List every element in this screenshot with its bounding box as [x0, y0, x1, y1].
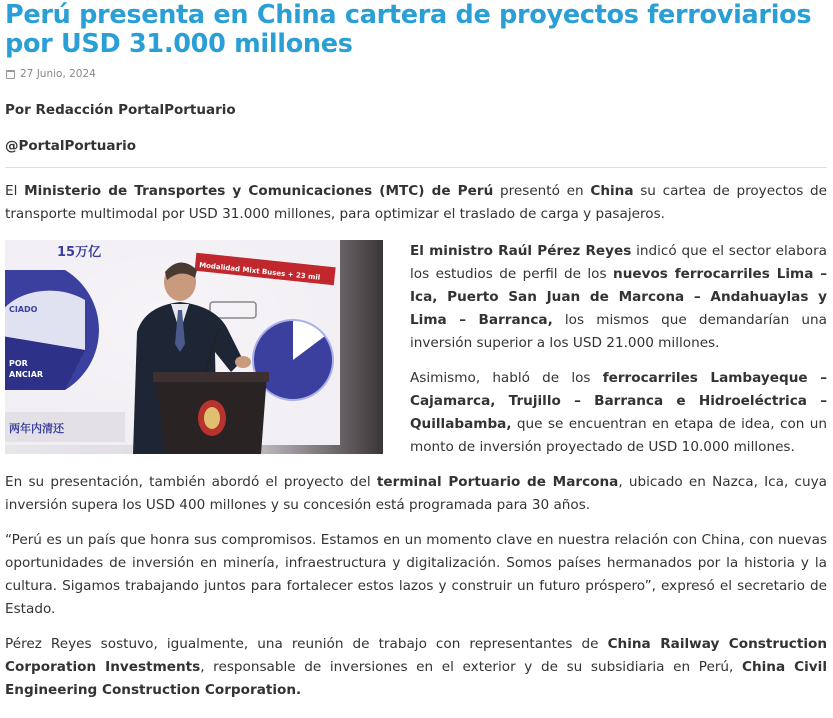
article-date-text: 27 Junio, 2024	[20, 68, 96, 80]
side-column	[410, 240, 827, 459]
calendar-icon	[6, 70, 15, 79]
divider	[5, 167, 827, 168]
article-date	[5, 68, 827, 80]
paragraph-meeting: Pérez Reyes sostuvo, igualmente, una reunión de trabajo con representantes de China Railway Construction Corporation Investments, responsable de inversiones en el exterior y de su subsidiaria en Perú, China Civil Engineering Construction Corporation.	[5, 636, 827, 698]
article-handle[interactable]: @PortalPortuario	[5, 138, 137, 154]
slide-label-1: CIADO	[9, 305, 38, 314]
paragraph-terminal: En su presentación, también abordó el proyecto del terminal Portuario de Marcona, ubicado en Nazca, Ica, cuya inversión supera los USD 400 millones y su concesión está programada para 30 años.	[5, 474, 827, 513]
slide-bottom-text: 两年内清还	[9, 422, 64, 435]
paragraph-minister: El ministro Raúl Pérez Reyes indicó que el sector elabora los estudios de perfil de los nuevos ferrocarriles Lima – Ica, Puerto San Juan de Marcona – Andahuaylas y Lima – Barranca, los mismos que demandarían una inversión superior a los USD 21.000 millones.	[410, 243, 827, 351]
slide-label-2: POR	[9, 359, 28, 368]
slide-banner-text: Modalidad Mixt Buses + 23 mil	[198, 261, 321, 282]
paragraph-intro: El Ministerio de Transportes y Comunicaciones (MTC) de Perú presentó en China su cartea de proyectos de transporte multimodal por USD 31.000 millones, para optimizar el traslado de carga y pasajeros.	[5, 183, 827, 222]
photo-illustration	[5, 240, 383, 454]
article-photo	[5, 240, 383, 454]
article-page	[0, 1, 833, 718]
paragraph-quote: “Perú es un país que honra sus compromisos. Estamos en un momento clave en nuestra relación con China, con nuevas oportunidades de inversión en minería, infraestructura y digitalización. Somos países hermanados por la historia y la cultura. Sigamos trabajando juntos para fortalecer estos lazos y construir un futuro próspero”, expresó el secretario de Estado.	[5, 532, 827, 617]
paragraph-railways: Asimismo, habló de los ferrocarriles Lambayeque – Cajamarca, Trujillo – Barranca e Hidroeléctrica – Quillabamba, que se encuentran en etapa de idea, con un monto de inversión proyectado de USD 10.000 millones.	[410, 370, 828, 455]
slide-top-text: 15万亿	[57, 245, 102, 260]
slide-label-3: ANCIAR	[9, 370, 44, 379]
article-title: Perú presenta en China cartera de proyectos ferroviarios por USD 31.000 millones	[5, 0, 812, 59]
article-byline: Por Redacción PortalPortuario	[5, 102, 236, 118]
media-block	[5, 240, 827, 459]
